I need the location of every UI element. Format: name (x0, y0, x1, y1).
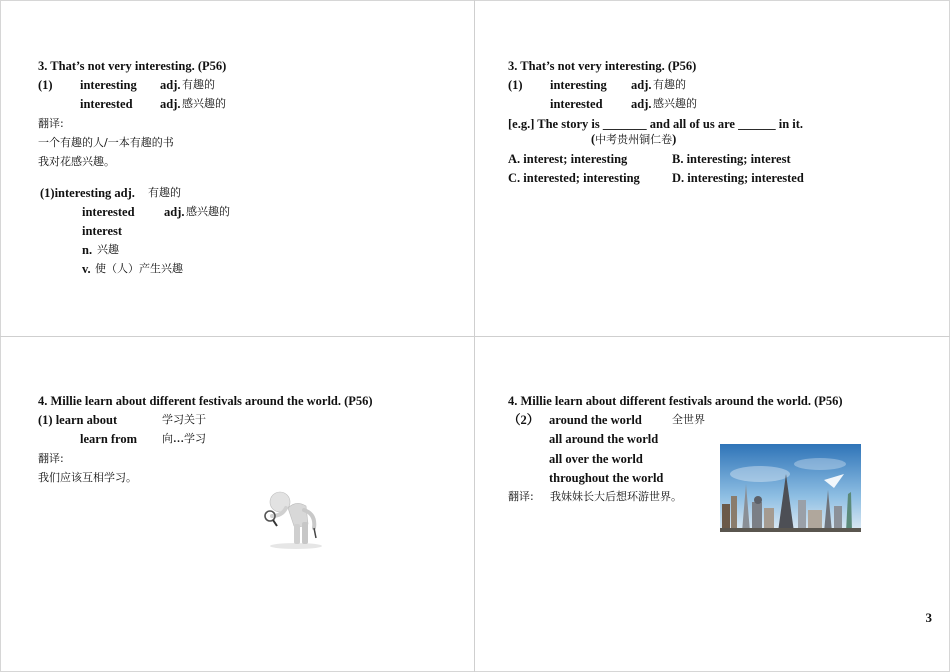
translation-line: 我对花感兴趣。 (38, 155, 115, 168)
world-landmarks-image (720, 444, 861, 532)
translation-label: 翻译: (38, 452, 64, 465)
page-number: 3 (925, 610, 932, 625)
option-c: C. interested; interesting (508, 171, 640, 185)
option-b: B. interesting; interest (672, 152, 791, 166)
translation-line: 一个有趣的人/一本有趣的书 (38, 136, 174, 149)
slide-heading: 4. Millie learn about different festivals around the world. (P56) (508, 394, 843, 408)
chinese-meaning: 有趣的 (182, 78, 215, 91)
vocab-word: interesting (550, 78, 607, 92)
part-of-speech: adj. (160, 78, 181, 92)
phrase: around the world (549, 413, 642, 427)
part-of-speech: adj. (631, 97, 652, 111)
chinese-meaning: 感兴趣的 (186, 205, 230, 218)
part-of-speech: adj. (160, 97, 181, 111)
phrase: learn from (80, 432, 138, 446)
slide-heading: 4. Millie learn about different festivals around the world. (P56) (38, 394, 373, 408)
vocab-word: interest (82, 224, 123, 238)
chinese-meaning: 感兴趣的 (653, 97, 697, 110)
slide-heading: 3. That’s not very interesting. (P56) (38, 59, 227, 73)
vocab-word: interesting (80, 78, 137, 92)
vocab-word: interested (80, 97, 133, 111)
item-number: (1) (38, 78, 53, 92)
phrase: all around the world (549, 432, 659, 446)
phrase: all over the world (549, 452, 643, 466)
item-number: (1) (508, 78, 523, 92)
part-of-speech: v. (82, 262, 91, 276)
part-of-speech: n. (82, 243, 93, 257)
part-of-speech: adj. (164, 205, 185, 219)
translation-line: 我们应该互相学习。 (38, 471, 137, 484)
phrase: (1) learn about (38, 413, 118, 427)
sub-item: (1)interesting adj. (40, 186, 135, 200)
chinese-meaning: 学习关于 (162, 413, 206, 426)
horizontal-divider (0, 336, 950, 337)
option-d: D. interesting; interested (672, 171, 804, 185)
option-a: A. interest; interesting (508, 152, 628, 166)
slide-heading: 3. That’s not very interesting. (P56) (508, 59, 697, 73)
chinese-meaning: 感兴趣的 (182, 97, 226, 110)
thinking-figure-image (258, 478, 330, 550)
vocab-word: interested (550, 97, 603, 111)
vocab-word: interested (82, 205, 135, 219)
chinese-meaning: 全世界 (672, 413, 705, 426)
translation-label: 翻译: (38, 117, 64, 130)
chinese-meaning: 兴趣 (97, 243, 119, 256)
translation-line: 我妹妹长大后想环游世界。 (550, 490, 682, 503)
chinese-meaning: 有趣的 (148, 186, 181, 199)
example-sentence: [e.g.] The story is _______ and all of us are ______ in it. (508, 117, 804, 131)
chinese-meaning: 有趣的 (653, 78, 686, 91)
translation-label: 翻译: (508, 490, 534, 503)
example-source: (中考贵州铜仁卷) (591, 132, 677, 146)
chinese-meaning: 向…学习 (162, 432, 206, 445)
item-number: （2） (508, 413, 540, 427)
phrase: throughout the world (549, 471, 664, 485)
chinese-meaning: 使（人）产生兴趣 (95, 262, 183, 275)
part-of-speech: adj. (631, 78, 652, 92)
